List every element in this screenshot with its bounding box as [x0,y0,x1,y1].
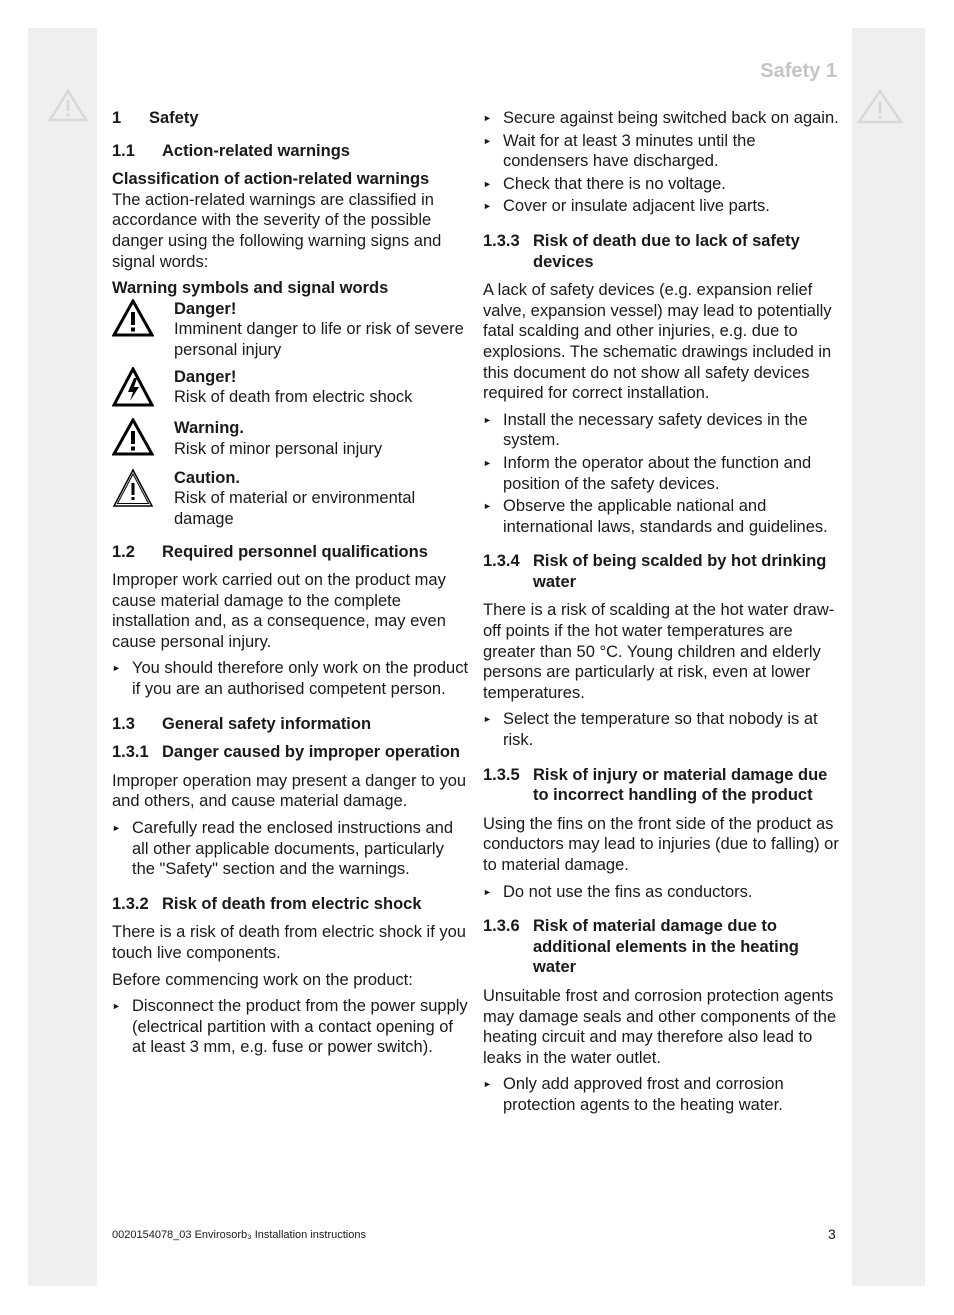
handling-list [483,882,841,903]
signal-caution [112,468,470,530]
heading-number: 1.1 [112,141,135,160]
bullet-arrow-icon: ► [483,714,492,725]
section-header: Safety 1 [760,60,837,82]
list-item: ► Disconnect the product from the power supply (electrical partition with a contact opening of at least 3 mm, e.g. fuse or power switch). [112,997,468,1057]
signal-word: Warning. [174,419,244,438]
heading-number: 1.3.3 [483,231,520,250]
warning-triangle-icon [48,88,88,127]
heading-1-3-5 [483,765,841,806]
bullet-arrow-icon: ► [483,457,492,468]
caution-triangle-icon [112,468,174,530]
heading-text: Required personnel qualifications [162,542,428,561]
signal-description: Imminent danger to life or risk of severe personal injury [174,320,464,359]
voltage-steps-list [483,108,841,217]
warning-triangle-icon [112,299,174,361]
shock-list [112,996,470,1058]
heading-number: 1.3.1 [112,743,149,762]
electric-shock-icon [112,367,174,413]
list-item: ► Do not use the fins as conductors. [483,882,753,901]
heading-number: 1.3.4 [483,552,520,571]
bullet-arrow-icon: ► [483,113,492,123]
warning-triangle-icon [112,418,174,462]
signal-electric [112,367,470,413]
warning-triangle-icon [857,88,903,129]
operation-paragraph: Improper operation may present a danger to you and others, and cause material damage. [112,771,467,811]
heading-1-3-6 [483,916,841,978]
list-item: ► You should therefore only work on the product if you are an authorised competent person. [112,659,469,699]
safety-devices-paragraph: A lack of safety devices (e.g. expansion relief valve, expansion vessel) may lead to potentially fatal scalding and other injuries, e.g. due to explosions. The schematic drawings included in this document do not show all safety devices required for correct installation. [483,281,832,403]
signal-description: Risk of material or environmental damage [174,489,416,528]
heading-text: Risk of material damage due to additional elements in the heating water [533,917,799,977]
heading-1-1 [112,141,470,162]
heading-1-3-3 [483,231,841,272]
signal-word: Danger! [174,367,237,386]
bullet-arrow-icon: ► [483,1079,492,1090]
classification-subheading: Classification of action-related warnings [112,170,430,189]
symbols-subheading: Warning symbols and signal words [112,279,389,298]
heading-1-3-4 [483,551,841,592]
signal-danger [112,299,470,361]
heading-number: 1 [112,109,122,127]
bullet-arrow-icon: ► [483,886,492,897]
signal-description: Risk of minor personal injury [174,439,383,458]
scalding-list [483,709,841,750]
signal-description: Risk of death from electric shock [174,388,413,407]
bullet-arrow-icon: ► [483,414,492,425]
additives-paragraph: Unsuitable frost and corrosion protection agents may damage seals and other components of the heating circuit and may therefore also lead to leaks in the water outlet. [483,986,837,1067]
heading-text: Safety [149,109,199,127]
list-item: ► Carefully read the enclosed instructions and all other applicable documents, particularly the "Safety" section and the warnings. [112,819,454,879]
list-item: ► Check that there is no voltage. [483,174,726,193]
right-column [483,108,841,1122]
bullet-arrow-icon: ► [112,1001,121,1012]
heading-text: General safety information [162,714,372,733]
scalding-paragraph: There is a risk of scalding at the hot water draw-off points if the hot water temperatures are greater than 50 °C. Young children and elderly persons are particularly at risk, even at lower temperatures. [483,601,835,702]
heading-text: Risk of death due to lack of safety devices [533,231,800,271]
shock-paragraph: There is a risk of death from electric shock if you touch live components. [112,923,466,962]
bullet-arrow-icon: ► [483,178,492,189]
left-column [112,108,470,1064]
heading-1-3 [112,714,470,735]
heading-number: 1.3.6 [483,917,520,936]
bullet-arrow-icon: ► [112,663,121,674]
signal-word: Danger! [174,299,237,318]
heading-text: Risk of being scalded by hot drinking water [533,552,827,591]
operation-list [112,818,470,880]
heading-text: Action-related warnings [162,141,350,160]
list-item: ► Secure against being switched back on again. [483,109,839,127]
classification-paragraph: The action-related warnings are classified in accordance with the severity of the possible danger using the following warning signs and signal words: [112,190,442,271]
bullet-arrow-icon: ► [483,501,492,512]
heading-text: Danger caused by improper operation [162,743,460,762]
bullet-arrow-icon: ► [112,823,121,834]
list-item: ► Wait for at least 3 minutes until the condensers have discharged. [483,131,756,171]
heading-1 [112,108,470,129]
heading-1-2 [112,542,470,563]
before-work-paragraph: Before commencing work on the product: [112,970,413,989]
signal-warning [112,418,470,462]
list-item: ► Inform the operator about the function and position of the safety devices. [483,453,812,493]
heading-text: Risk of injury or material damage due to incorrect handling of the product [533,765,828,805]
heading-1-3-2 [112,894,470,915]
list-item: ► Observe the applicable national and international laws, standards and guidelines. [483,497,828,536]
bullet-arrow-icon: ► [483,201,492,212]
additives-list [483,1074,841,1115]
list-item: ► Select the temperature so that nobody is at risk. [483,710,818,750]
heading-1-3-1 [112,742,470,763]
heading-number: 1.3.2 [112,894,149,913]
bullet-arrow-icon: ► [483,135,492,146]
handling-paragraph: Using the fins on the front side of the product as conductors may lead to injuries (due to falling) or to material damage. [483,814,839,874]
left-margin-band [28,28,97,1286]
right-margin-band [852,28,925,1286]
personnel-paragraph: Improper work carried out on the product may cause material damage to the complete installation and, as a consequence, may even cause personal injury. [112,571,446,651]
heading-number: 1.3 [112,714,135,733]
heading-number: 1.3.5 [483,765,520,784]
heading-text: Risk of death from electric shock [162,894,422,913]
heading-number: 1.2 [112,542,135,561]
page-number: 3 [828,1226,836,1242]
footer-doc-id: 0020154078_03 Envirosorb₃ Installation instructions [112,1229,366,1241]
list-item: ► Cover or insulate adjacent live parts. [483,197,770,216]
list-item: ► Only add approved frost and corrosion protection agents to the heating water. [483,1075,784,1114]
list-item: ► Install the necessary safety devices in the system. [483,410,808,450]
signal-word: Caution. [174,468,240,487]
safety-devices-list [483,410,841,538]
personnel-list [112,658,470,699]
